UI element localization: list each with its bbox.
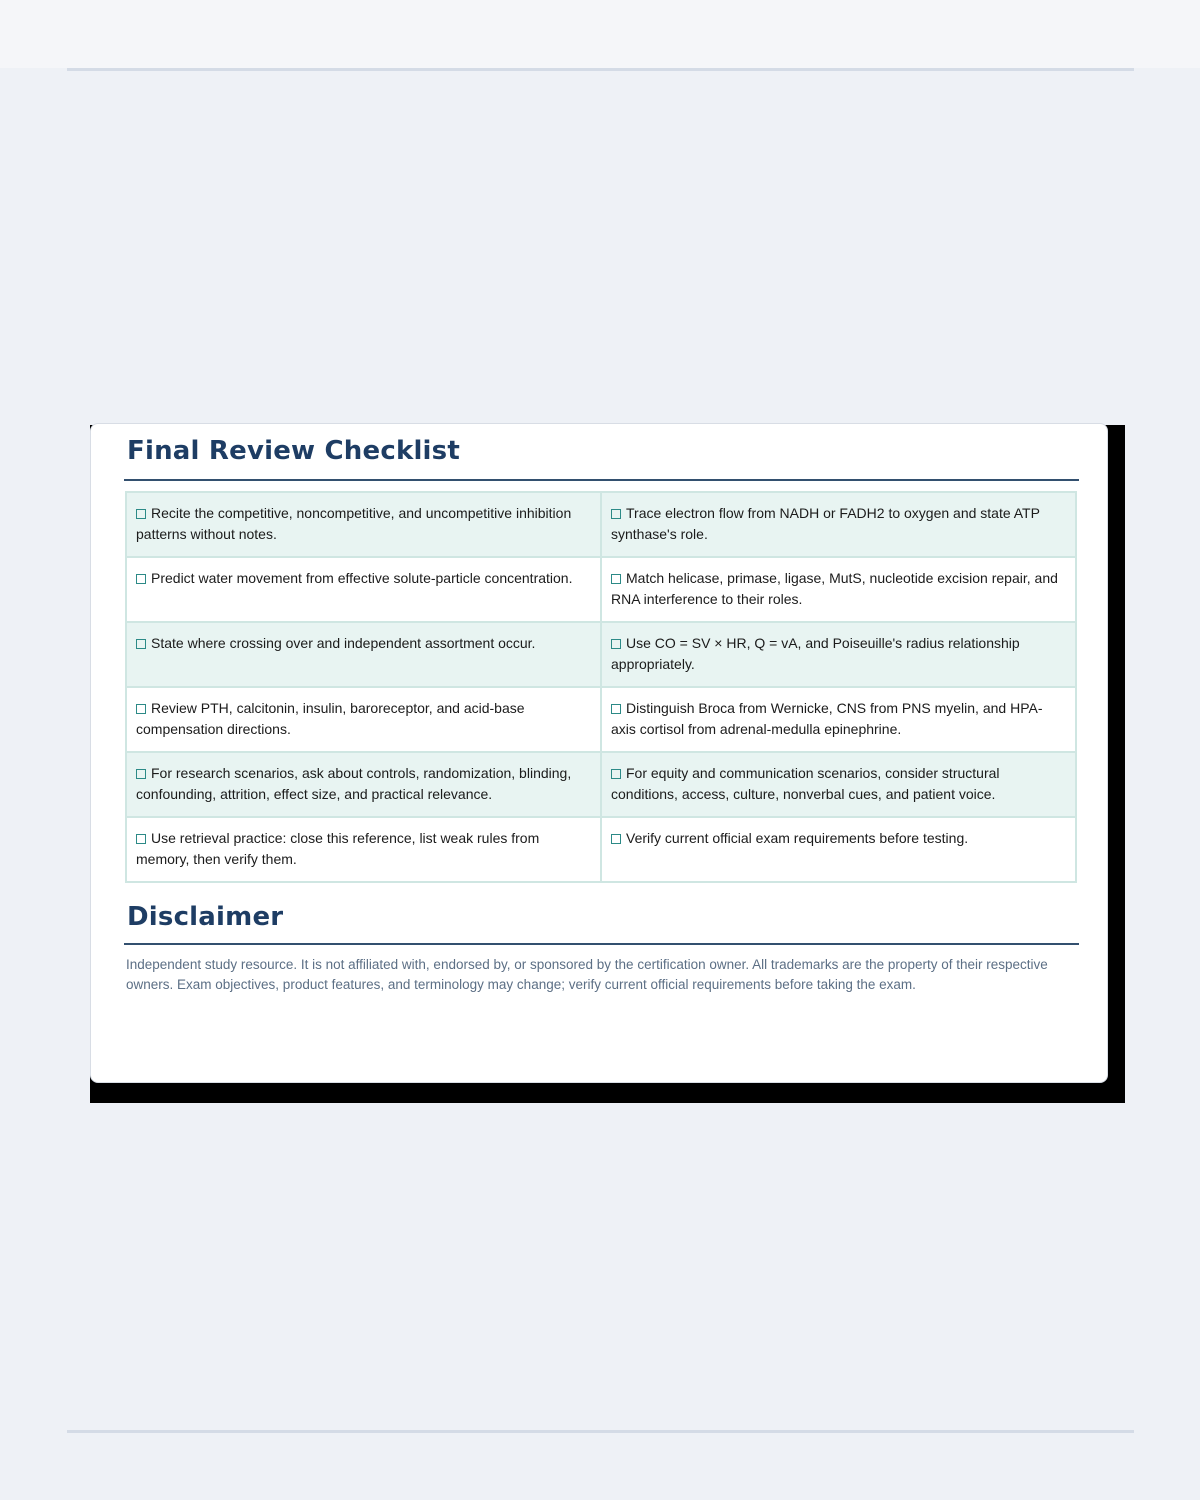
checkbox-icon[interactable] — [136, 834, 146, 844]
document-page — [90, 423, 1108, 1083]
table-row — [126, 687, 1076, 752]
checklist-item-text: For research scenarios, ask about controls, randomization, blinding, confounding, attrition, effect size, and practical relevance. — [136, 765, 572, 802]
checklist-item-text: Use retrieval practice: close this reference, list weak rules from memory, then verify them. — [136, 830, 540, 867]
checklist-item-text: For equity and communication scenarios, consider structural conditions, access, culture, nonverbal cues, and patient voice. — [611, 765, 1000, 802]
checkbox-icon[interactable] — [136, 509, 146, 519]
checklist-item — [126, 752, 601, 817]
checklist-item-text: State where crossing over and independent assortment occur. — [151, 635, 536, 651]
checklist-item-text: Review PTH, calcitonin, insulin, baroreceptor, and acid-base compensation directions. — [136, 700, 525, 737]
checklist-item-text: Use CO = SV × HR, Q = vA, and Poiseuille's radius relationship appropriately. — [611, 635, 1020, 672]
checkbox-icon[interactable] — [136, 769, 146, 779]
table-row — [126, 817, 1076, 882]
checklist-item — [126, 622, 601, 687]
disclaimer-heading-rule — [124, 943, 1079, 945]
checklist-item — [601, 492, 1076, 557]
checklist-item-text: Match helicase, primase, ligase, MutS, nucleotide excision repair, and RNA interference to their roles. — [611, 570, 1058, 607]
checklist-item — [601, 752, 1076, 817]
top-divider — [67, 68, 1134, 71]
checklist-item — [126, 687, 601, 752]
top-strip — [0, 0, 1200, 68]
disclaimer-text: Independent study resource. It is not affiliated with, endorsed by, or sponsored by the certification owner. All trademarks are the property of their respective owners. Exam objectives, product features, and terminology may change; verify current official requirements before taking the exam. — [126, 957, 1048, 992]
checklist-item — [601, 687, 1076, 752]
checkbox-icon[interactable] — [611, 704, 621, 714]
checklist-item — [601, 557, 1076, 622]
table-row — [126, 752, 1076, 817]
checklist-item — [126, 492, 601, 557]
table-row — [126, 492, 1076, 557]
checklist-item — [126, 817, 601, 882]
checklist-item-text: Verify current official exam requirements before testing. — [626, 830, 969, 846]
checkbox-icon[interactable] — [136, 639, 146, 649]
checkbox-icon[interactable] — [136, 574, 146, 584]
checkbox-icon[interactable] — [611, 769, 621, 779]
checklist-item-text: Distinguish Broca from Wernicke, CNS from PNS myelin, and HPA-axis cortisol from adrenal-medulla epinephrine. — [611, 700, 1043, 737]
checklist-item — [126, 557, 601, 622]
checklist-item — [601, 817, 1076, 882]
checkbox-icon[interactable] — [611, 509, 621, 519]
checkbox-icon[interactable] — [136, 704, 146, 714]
checklist-item-text: Trace electron flow from NADH or FADH2 to oxygen and state ATP synthase's role. — [611, 505, 1040, 542]
checklist-item-text: Predict water movement from effective solute-particle concentration. — [151, 570, 573, 586]
checkbox-icon[interactable] — [611, 639, 621, 649]
bottom-divider — [67, 1430, 1134, 1433]
table-row — [126, 557, 1076, 622]
checklist-heading: Final Review Checklist — [127, 436, 460, 466]
disclaimer-heading: Disclaimer — [127, 902, 284, 932]
checkbox-icon[interactable] — [611, 574, 621, 584]
checklist-item — [601, 622, 1076, 687]
table-row — [126, 622, 1076, 687]
checkbox-icon[interactable] — [611, 834, 621, 844]
checklist-item-text: Recite the competitive, noncompetitive, and uncompetitive inhibition patterns without notes. — [136, 505, 572, 542]
checklist-heading-rule — [124, 479, 1079, 481]
checklist-table — [125, 491, 1077, 883]
